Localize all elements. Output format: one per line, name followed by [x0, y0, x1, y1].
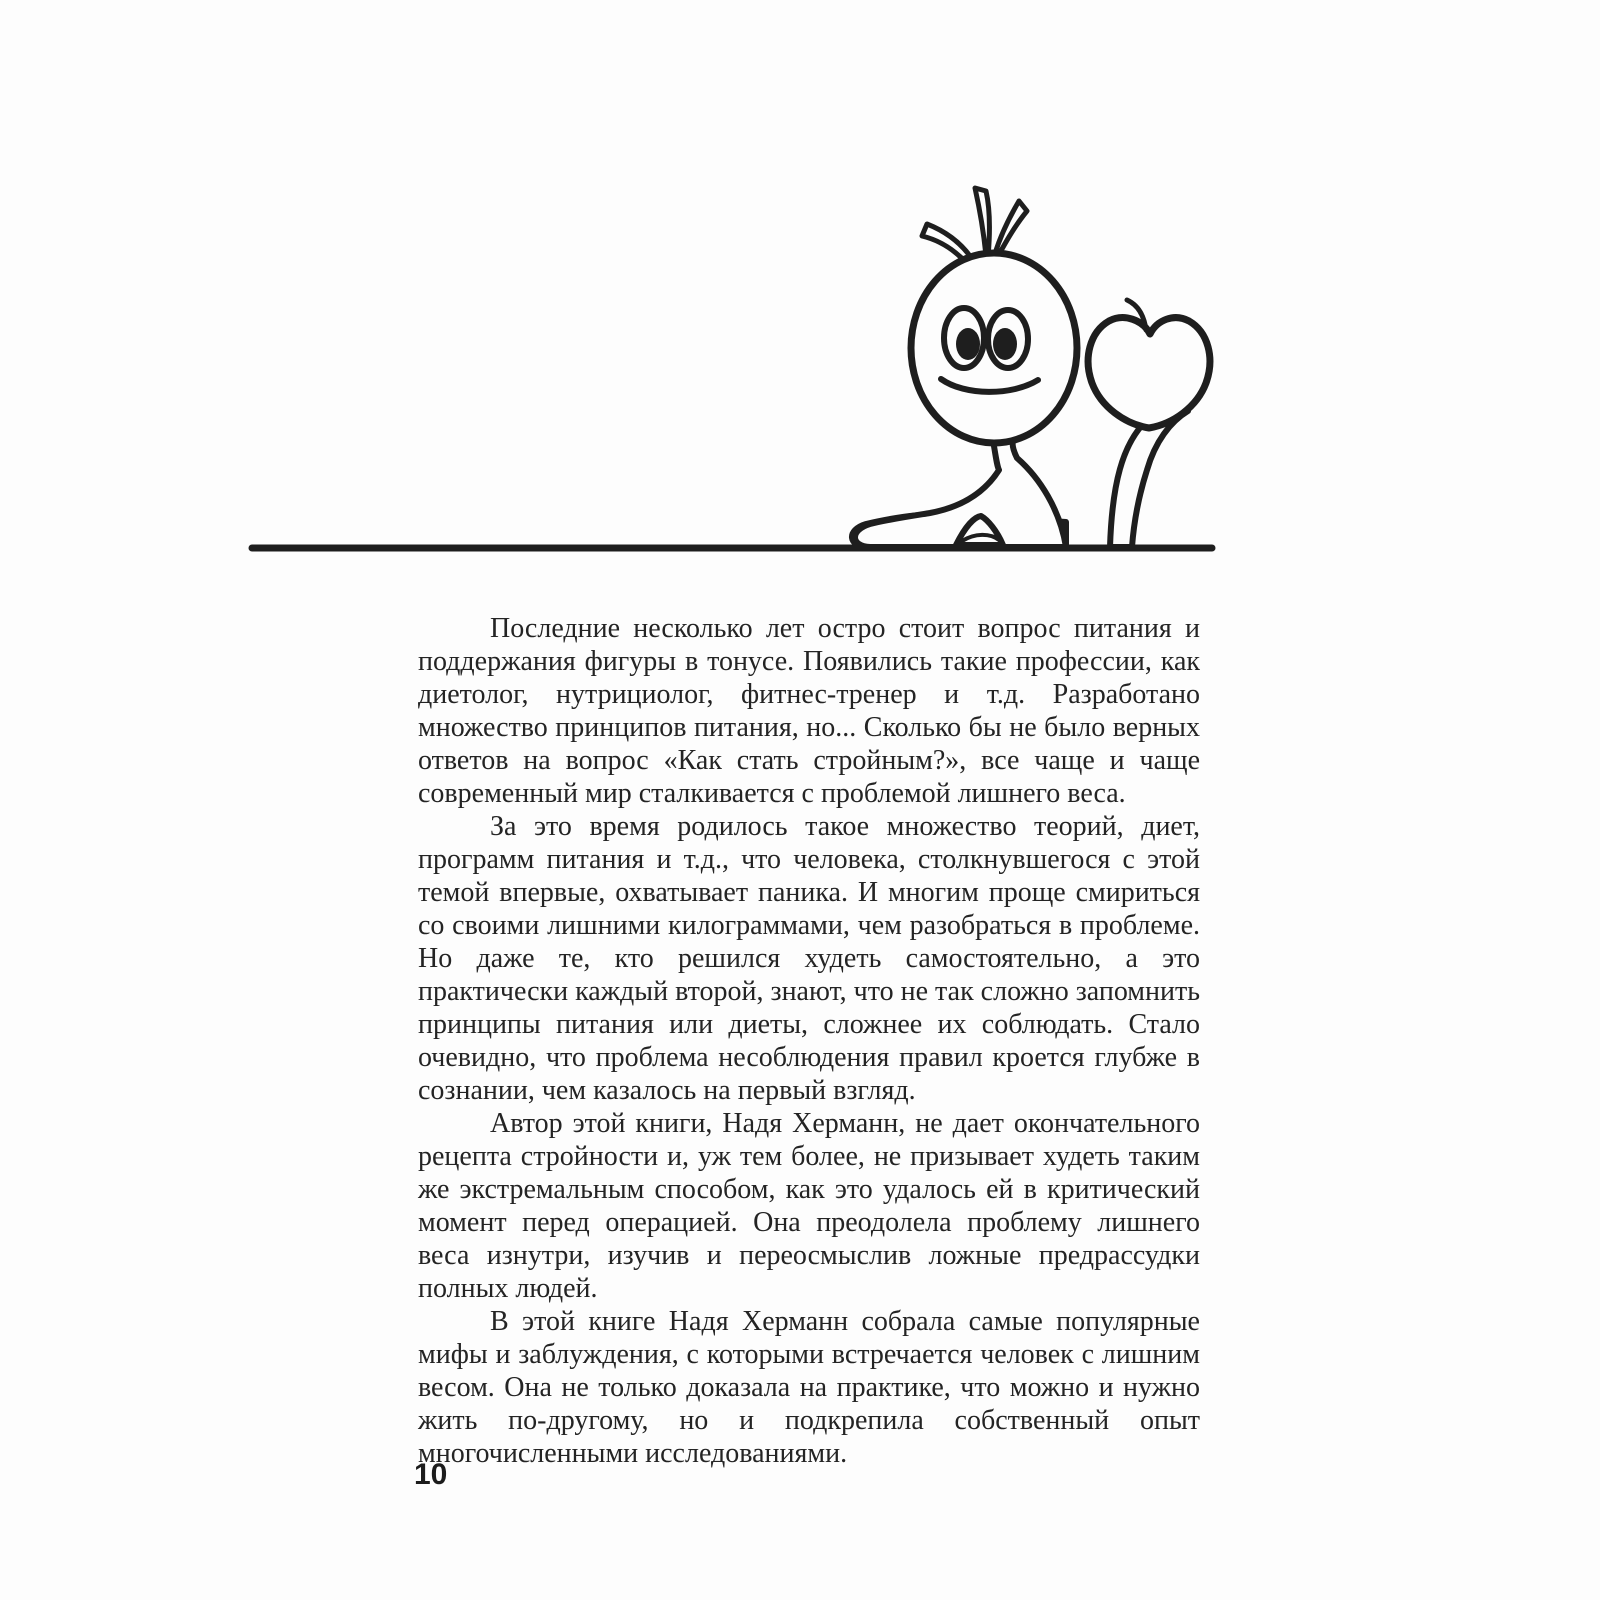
head-icon — [911, 253, 1077, 443]
page-number: 10 — [414, 1458, 448, 1491]
paragraph-4: В этой книге Надя Херманн собрала самые популярные мифы и заблуждения, с которыми встречается человек с лишним весом. Она не только доказала на практике, что можно и нужно жить по-другому, но и подкрепила собственный опыт многочисленными исследованиями. — [418, 1306, 1200, 1469]
paragraph-3: Автор этой книги, Надя Херманн, не дает окончательного рецепта стройности и, уж тем более, не призывает худеть таким же экстремальным способом, как это удалось ей в критический момент перед операцией. Она преодолела проблему лишнего веса изнутри, изучив и переосмыслив ложные предрассудки полных людей. — [418, 1108, 1200, 1304]
hair-spikes-icon — [922, 188, 1027, 297]
apple-icon — [1088, 300, 1210, 428]
paragraph-2: За это время родилось такое множество теорий, диет, программ питания и т.д., что человека, столкнувшегося с этой темой впервые, охватывает паника. И многим проще смириться со своими лишними килограммами, чем разобраться в проблеме. Но даже те, кто решился худеть самостоятельно, а это практически каждый второй, знают, что не так сложно запомнить принципы питания или диеты, сложнее их соблюдать. Стало очевидно, что проблема несоблюдения правил кроется глубже в сознании, чем казалось на первый взгляд. — [418, 811, 1200, 1106]
arm-icon — [1110, 408, 1188, 547]
leg-icon — [852, 514, 1066, 547]
body-text — [418, 612, 1200, 1470]
smile-icon — [941, 379, 1038, 392]
paragraph-1: Последние несколько лет остро стоит вопрос питания и поддержания фигуры в тонусе. Появились такие профессии, как диетолог, нутрициолог, фитнес-тренер и т.д. Разработано множество принципов питания, но... Сколько бы не было верных ответов на вопрос «Как стать стройным?», все чаще и чаще современный мир сталкивается с проблемой лишнего веса. — [418, 613, 1200, 809]
eyes-icon — [944, 308, 1028, 368]
foot-icon — [956, 516, 1003, 545]
torso-icon — [855, 440, 1066, 547]
